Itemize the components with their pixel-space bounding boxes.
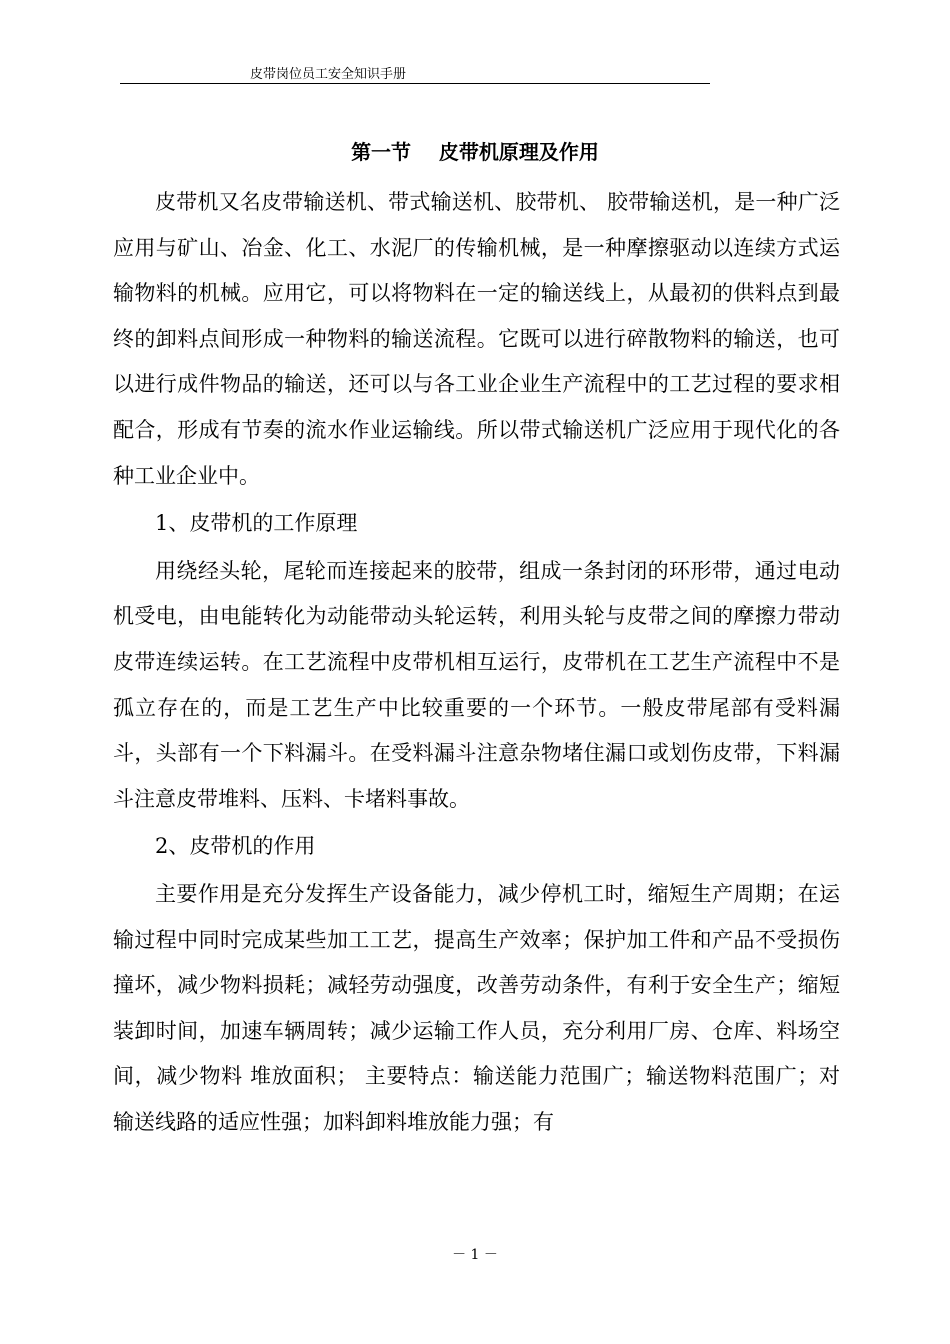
intro-paragraph: 皮带机又名皮带输送机、带式输送机、胶带机、 胶带输送机，是一种广泛应用与矿山、冶金、化工、水泥厂的传输机械，是一种摩擦驱动以连续方式运输物料的机械。应用它，可以将物料在一定的输送线上，从最初的供料点到最终的卸料点间形成一种物料的输送流程。它既可以进行碎散物料的输送，也可以进行成件物品的输送，还可以与各工业企业生产流程中的工艺过程的要求相配合，形成有节奏的流水作业运输线。所以带式输送机广泛应用于现代化的各种工业企业中。 <box>113 190 840 488</box>
subheading-function: 2、皮带机的作用 <box>155 834 316 859</box>
function-paragraph: 主要作用是充分发挥生产设备能力，减少停机工时，缩短生产周期；在运输过程中同时完成某些加工工艺，提高生产效率；保护加工件和产品不受损伤撞坏，减少物料损耗；减轻劳动强度，改善劳动条件，有利于安全生产；缩短装卸时间，加速车辆周转；减少运输工作人员，充分利用厂房、仓库、料场空间，减少物料 堆放面积； 主要特点：输送能力范围广；输送物料范围广；对输送线路的适应性强；加料卸料堆放能力强；有 <box>113 881 840 1134</box>
subheading-working-principle: 1、皮带机的工作原理 <box>155 511 358 536</box>
header-rule <box>120 83 710 84</box>
running-header: 皮带岗位员工安全知识手册 <box>250 67 407 82</box>
document-body <box>113 180 840 1145</box>
page-number: － 1 － <box>452 1247 498 1263</box>
working-principle-paragraph: 用绕经头轮，尾轮而连接起来的胶带，组成一条封闭的环形带，通过电动机受电，由电能转化为动能带动头轮运转，利用头轮与皮带之间的摩擦力带动皮带连续运转。在工艺流程中皮带机相互运行，皮带机在工艺生产流程中不是孤立存在的，而是工艺生产中比较重要的一个环节。一般皮带尾部有受料漏斗，头部有一个下料漏斗。在受料漏斗注意杂物堵住漏口或划伤皮带，下料漏斗注意皮带堆料、压料、卡堵料事故。 <box>113 558 840 811</box>
section-title: 第一节 皮带机原理及作用 <box>351 140 599 164</box>
